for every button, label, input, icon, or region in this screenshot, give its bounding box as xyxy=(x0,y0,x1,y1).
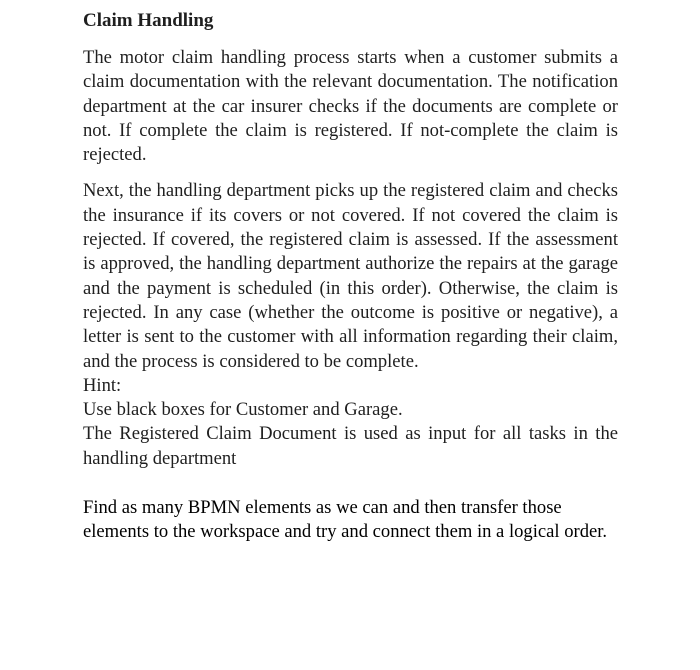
paragraph-intro: The motor claim handling process starts when a customer submits a claim documentation with the relevant documentation. The notification department at the car insurer checks if the documents are complete or not. If complete the claim is registered. If not-complete the claim is rejected. xyxy=(83,47,618,166)
document-title: Claim Handling xyxy=(83,10,214,31)
hint-line-2: The Registered Claim Document is used as input for all tasks in the handling department xyxy=(83,423,618,469)
hint-line-1: Use black boxes for Customer and Garage. xyxy=(83,399,403,421)
document xyxy=(83,0,618,545)
paragraph-handling: Next, the handling department picks up the registered claim and checks the insurance if its covers or not covered. If not covered the claim is rejected. If covered, the registered claim is assessed. If the assessment is approved, the handling department authorize the repairs at the garage and the payment is scheduled (in this order). Otherwise, the claim is rejected. In any case (whether the outcome is positive or negative), a letter is sent to the customer with all information regarding their claim, and the process is considered to be complete. xyxy=(83,180,618,372)
instruction-text: Find as many BPMN elements as we can and then transfer those elements to the workspace and try and connect them in a logical order. xyxy=(83,497,608,543)
hint-block xyxy=(83,374,618,471)
hint-label: Hint: xyxy=(83,374,122,396)
